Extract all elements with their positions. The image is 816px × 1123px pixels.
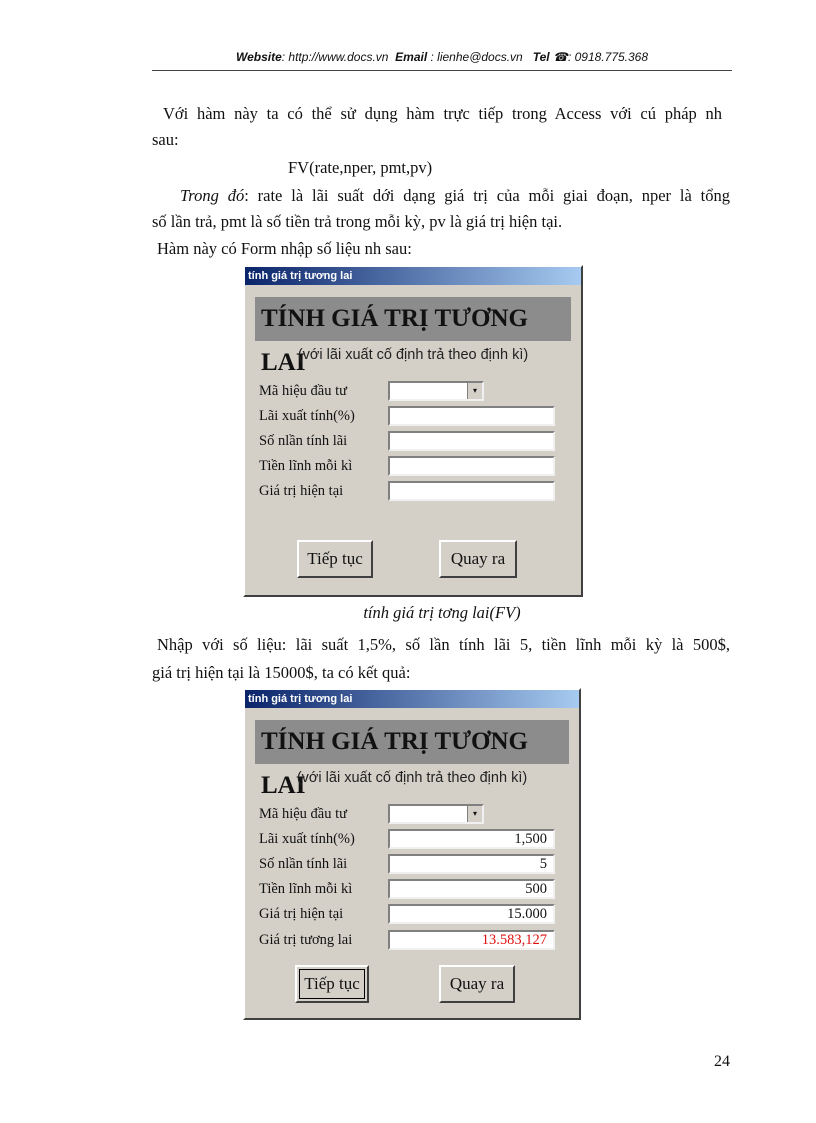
form-subtitle: (với lãi xuất cố định trả theo định kì) [296,770,528,786]
payment-input[interactable] [388,456,555,476]
page-header [152,50,732,64]
back-button[interactable]: Quay ra [439,965,515,1003]
form-window-result [243,688,581,1020]
window-title-bar: tính giá trị tương lai [245,267,581,285]
label-interest-rate: Lãi xuất tính(%) [259,831,355,847]
label-future-value: Giá trị tương lai [259,932,353,948]
label-payment: Tiền lĩnh mỗi kì [259,881,353,897]
phone-icon: ☎ [553,50,568,64]
label-present-value: Giá trị hiện tại [259,483,344,499]
page-number: 24 [714,1053,730,1070]
email-value: : lienhe@docs.vn [430,50,523,64]
para2-line1 [180,184,730,208]
window-title-bar: tính giá trị tương lai [245,690,579,708]
form-banner: TÍNH GIÁ TRỊ TƯƠNG LAI [255,297,571,341]
form-banner: TÍNH GIÁ TRỊ TƯƠNG LAI [255,720,569,764]
continue-button[interactable]: Tiếp tục [297,540,373,578]
header-rule [152,70,732,71]
tel-label: Tel [532,50,550,64]
interest-rate-input[interactable]: 1,500 [388,829,555,849]
para1-line2: sau: [152,130,179,149]
label-investment-code: Mã hiệu đầu tư [259,806,347,822]
future-value-output: 13.583,127 [388,930,555,950]
para2-lead: Trong đó [180,186,245,205]
periods-input[interactable]: 5 [388,854,555,874]
continue-button[interactable]: Tiếp tục [295,965,369,1003]
label-periods: Số nlần tính lãi [259,433,348,449]
para4-line2: giá trị hiện tại là 15000$, ta có kết quả: [152,663,411,682]
para3: Hàm này có Form nhập số liệu nh sau: [157,239,412,258]
para1-line1: Với hàm này ta có thể sử dụng hàm trực tiếp trong Access với cú pháp nh [163,104,722,123]
form-subtitle: (với lãi xuất cố định trả theo định kì) [297,347,529,363]
interest-rate-input[interactable] [388,406,555,426]
para2-line1-text: : rate là lãi suất dới dạng giá trị của mỗi giai đoạn, nper là tổng [244,186,731,205]
present-value-input[interactable]: 15.000 [388,904,555,924]
form-window-empty [243,265,583,597]
formula: FV(rate,nper, pmt,pv) [288,158,433,177]
label-present-value: Giá trị hiện tại [259,906,344,922]
email-label: Email [395,50,428,64]
present-value-input[interactable] [388,481,555,501]
investment-code-select[interactable] [388,381,484,401]
chevron-down-icon[interactable]: ▾ [467,806,482,822]
label-periods: Số nlần tính lãi [259,856,348,872]
label-payment: Tiền lĩnh mỗi kì [259,458,353,474]
figure-caption: tính giá trị tơng lai(FV) [363,603,521,622]
tel-value: : 0918.775.368 [567,50,649,64]
back-button[interactable]: Quay ra [439,540,517,578]
website-label: Website [235,50,282,64]
para2-line2: số lần trả, pmt là số tiền trả trong mỗi kỳ, pv là giá trị hiện tại. [152,212,563,231]
para4-line1: Nhập với số liệu: lãi suất 1,5%, số lần tính lãi 5, tiền lĩnh mỗi kỳ là 500$, [157,635,730,654]
label-interest-rate: Lãi xuất tính(%) [259,408,355,424]
website-value: : http://www.docs.vn [281,50,389,64]
investment-code-select[interactable] [388,804,484,824]
periods-input[interactable] [388,431,555,451]
chevron-down-icon[interactable]: ▾ [467,383,482,399]
label-investment-code: Mã hiệu đầu tư [259,383,347,399]
payment-input[interactable]: 500 [388,879,555,899]
